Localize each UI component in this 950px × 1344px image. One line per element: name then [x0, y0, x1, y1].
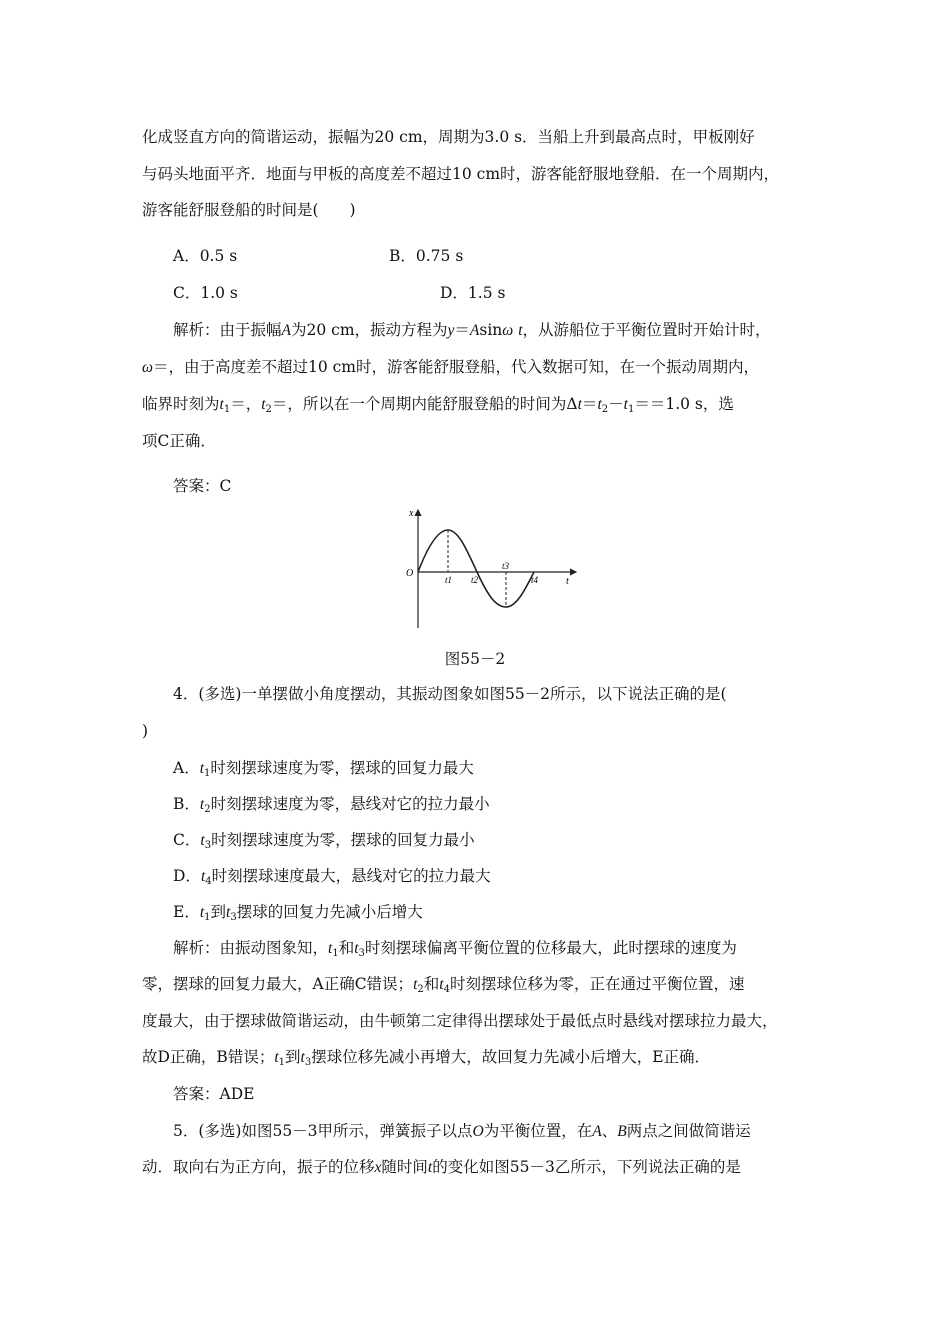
- q3-solution-line-1: 解析：由于振幅A为20 cm，振动方程为y＝Asinω t，从游船位于平衡位置时开始计时，: [173, 321, 771, 339]
- q3-option-c: C．1.0 s: [173, 284, 238, 302]
- q4-text-line-1: 4．(多选)一单摆做小角度摆动，其振动图象如图55－2所示，以下说法正确的是(: [173, 685, 727, 703]
- tick-t1: t1: [445, 575, 453, 585]
- q3-text-line-3: 游客能舒服登船的时间是( ): [142, 201, 356, 219]
- q5-text-line-1: 5．(多选)如图55－3甲所示，弹簧振子以点O为平衡位置，在A、B两点之间做简谐运: [173, 1122, 751, 1140]
- q4-option-c: C．$t_3$时刻摆球速度为零，摆球的回复力最小: [173, 831, 475, 851]
- q5-text-line-2: 动．取向右为正方向，振子的位移x随时间t的变化如图55－3乙所示，下列说法正确的是: [142, 1158, 741, 1176]
- tick-t3: t3: [502, 561, 510, 571]
- axis-label-x: x: [409, 508, 414, 519]
- q3-solution-line-3: 临界时刻为$t_1=$，$t_2=$，所以在一个周期内能舒服登船的时间为$\Delta t=t_2-t_1==1.0$ s，选: [142, 395, 734, 415]
- q4-solution-line-1: 解析：由振动图象知，$t_1$和$t_3$时刻摆球偏离平衡位置的位移最大，此时摆球的速度为: [173, 939, 737, 959]
- q4-option-b: B．$t_2$时刻摆球速度为零，悬线对它的拉力最小: [173, 795, 490, 815]
- q3-option-a: A．0.5 s: [173, 247, 238, 265]
- axis-label-t: t: [566, 576, 569, 587]
- q4-option-a: A．$t_1$时刻摆球速度为零，摆球的回复力最大: [173, 759, 474, 779]
- q4-option-d: D．$t_4$时刻摆球速度最大，悬线对它的拉力最大: [173, 867, 491, 887]
- q4-solution-line-2: 零，摆球的回复力最大，A正确C错误；$t_2$和$t_4$时刻摆球位移为零，正在通过平衡位置，速: [142, 975, 745, 995]
- tick-t2: t2: [471, 575, 479, 585]
- q3-solution-line-2: ω＝，由于高度差不超过10 cm时，游客能舒服登船，代入数据可知，在一个振动周期内，: [142, 358, 759, 376]
- vibration-graph: [404, 506, 584, 630]
- figure-caption: 图55－2: [444, 650, 506, 668]
- q3-solution-line-4: 项C正确．: [142, 432, 216, 450]
- sine-curve: [418, 530, 534, 607]
- q3-answer: 答案：C: [173, 477, 232, 495]
- q3-text-line-1: 化成竖直方向的简谐运动，振幅为20 cm，周期为3.0 s．当船上升到最高点时，甲板刚好: [142, 128, 755, 146]
- q4-answer: 答案：ADE: [173, 1085, 255, 1103]
- q4-solution-line-4: 故D正确，B错误；$t_1$到$t_3$摆球位移先减小再增大，故回复力先减小后增大，E正确．: [142, 1048, 711, 1068]
- origin-label: O: [406, 568, 414, 579]
- tick-t4: t4: [531, 575, 539, 585]
- q4-option-e: E．$t_1$到$t_3$摆球的回复力先减小后增大: [173, 903, 423, 923]
- q3-option-d: D．1.5 s: [440, 284, 506, 302]
- q4-solution-line-3: 度最大，由于摆球做简谐运动，由牛顿第二定律得出摆球处于最低点时悬线对摆球拉力最大，: [142, 1012, 778, 1030]
- q3-text-line-2: 与码头地面平齐．地面与甲板的高度差不超过10 cm时，游客能舒服地登船．在一个周期内，: [142, 165, 780, 183]
- q4-text-line-2: ): [142, 722, 149, 740]
- q3-option-b: B．0.75 s: [389, 247, 464, 265]
